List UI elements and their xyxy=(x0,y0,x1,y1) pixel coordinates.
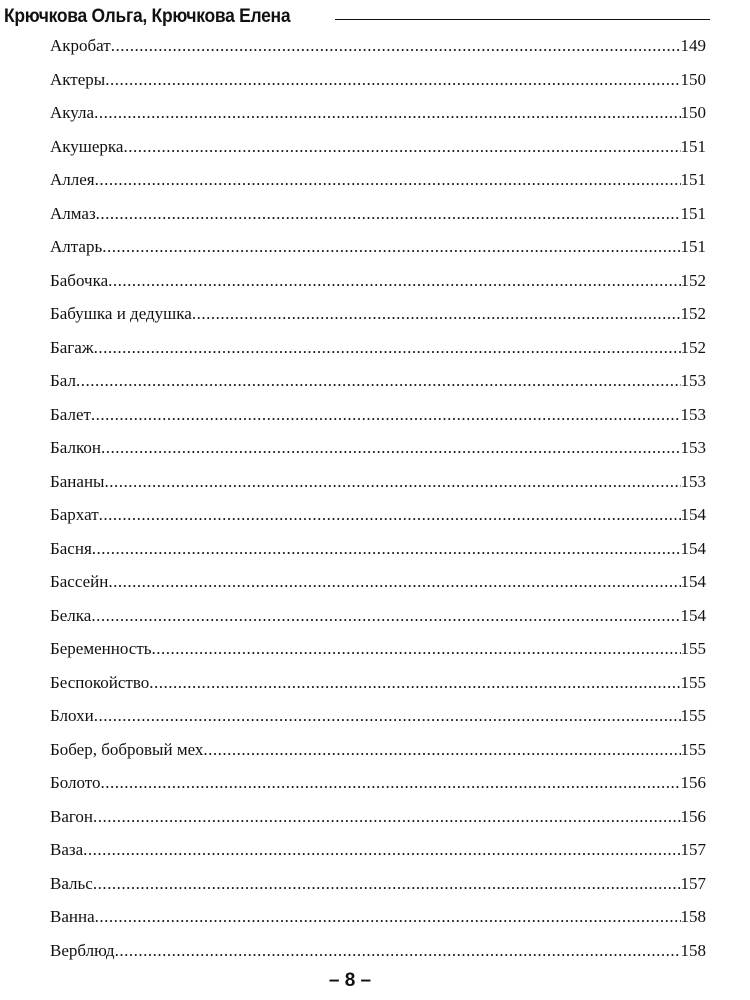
toc-entry-label: Акушерка xyxy=(50,136,124,156)
toc-entry-label: Верблюд xyxy=(50,940,115,960)
toc-entry-label: Бал xyxy=(50,371,76,390)
toc-entry xyxy=(50,197,706,231)
toc-entry-page: 157 xyxy=(680,840,706,859)
toc-entry-label: Ваза xyxy=(50,840,84,859)
toc-dot-leader xyxy=(104,465,680,499)
toc-entry xyxy=(50,733,706,767)
toc-dot-leader xyxy=(91,599,680,633)
toc-entry-page: 151 xyxy=(680,170,706,189)
toc-dot-leader xyxy=(115,934,681,968)
toc-entry-label: Басня xyxy=(50,538,92,558)
toc-entry xyxy=(50,900,706,934)
toc-dot-leader xyxy=(152,632,681,666)
toc-entry xyxy=(50,230,706,264)
toc-dot-leader xyxy=(93,800,680,834)
toc-entry-page: 152 xyxy=(680,337,706,357)
toc-entry xyxy=(50,29,706,63)
toc-entry xyxy=(50,264,706,298)
toc-entry-label: Акробат xyxy=(50,36,111,55)
running-header xyxy=(4,4,710,30)
toc-entry-page: 156 xyxy=(680,773,706,792)
toc-dot-leader xyxy=(101,766,681,800)
toc-dot-leader xyxy=(91,398,681,432)
toc-dot-leader xyxy=(93,867,681,901)
toc-entry xyxy=(50,398,706,432)
toc-entry xyxy=(50,699,706,733)
toc-dot-leader xyxy=(95,900,681,934)
toc-entry-page: 155 xyxy=(680,672,706,692)
toc-entry xyxy=(50,163,706,197)
toc-dot-leader xyxy=(123,130,680,164)
toc-entry xyxy=(50,96,706,130)
toc-entry-page: 153 xyxy=(680,371,706,390)
toc-entry xyxy=(50,431,706,465)
toc-dot-leader xyxy=(192,297,681,331)
toc-entry-label: Бархат xyxy=(50,505,99,524)
toc-entry-page: 155 xyxy=(680,739,706,759)
toc-entry-label: Вальс xyxy=(50,873,93,893)
toc-entry-page: 158 xyxy=(680,907,706,926)
toc-entry-page: 158 xyxy=(680,940,706,960)
toc-entry-page: 151 xyxy=(680,136,706,156)
toc-entry xyxy=(50,364,706,398)
toc-dot-leader xyxy=(108,565,680,599)
table-of-contents xyxy=(50,29,706,967)
toc-dot-leader xyxy=(76,364,681,398)
toc-entry-page: 153 xyxy=(680,471,706,491)
toc-entry-label: Бабушка и дедушка xyxy=(50,304,192,323)
toc-dot-leader xyxy=(92,532,681,566)
toc-entry-label: Вагон xyxy=(50,806,94,826)
toc-entry xyxy=(50,565,706,599)
toc-entry-label: Белка xyxy=(50,605,92,625)
toc-dot-leader xyxy=(101,431,681,465)
toc-entry-page: 156 xyxy=(680,806,706,826)
toc-entry-page: 150 xyxy=(680,103,706,122)
header-rule xyxy=(335,19,710,20)
toc-dot-leader xyxy=(149,666,680,700)
toc-entry xyxy=(50,934,706,968)
page-number: – 8 – xyxy=(328,970,372,991)
toc-entry-page: 150 xyxy=(680,69,706,89)
toc-entry-label: Актеры xyxy=(50,69,106,89)
toc-entry-label: Болото xyxy=(50,773,101,792)
toc-entry xyxy=(50,632,706,666)
toc-entry-label: Бабочка xyxy=(50,270,109,290)
toc-entry-page: 154 xyxy=(680,538,706,558)
toc-entry-label: Блохи xyxy=(50,706,94,725)
toc-entry xyxy=(50,867,706,901)
toc-dot-leader xyxy=(83,833,680,867)
toc-entry-label: Беспокойство xyxy=(50,672,150,692)
toc-entry-page: 154 xyxy=(680,605,706,625)
toc-entry xyxy=(50,498,706,532)
toc-entry-page: 152 xyxy=(680,304,706,323)
toc-entry xyxy=(50,666,706,700)
toc-entry xyxy=(50,599,706,633)
toc-entry-page: 155 xyxy=(680,706,706,725)
toc-entry-label: Аллея xyxy=(50,170,95,189)
toc-entry-page: 149 xyxy=(680,36,706,55)
toc-entry xyxy=(50,297,706,331)
toc-entry-label: Ванна xyxy=(50,907,95,926)
toc-entry-page: 151 xyxy=(680,203,706,223)
toc-entry-label: Багаж xyxy=(50,337,94,357)
toc-entry-label: Акула xyxy=(50,103,95,122)
toc-dot-leader xyxy=(96,197,681,231)
toc-entry-label: Алтарь xyxy=(50,237,103,256)
toc-entry-page: 152 xyxy=(680,270,706,290)
toc-dot-leader xyxy=(203,733,680,767)
toc-dot-leader xyxy=(94,331,681,365)
toc-entry xyxy=(50,532,706,566)
toc-dot-leader xyxy=(94,96,680,130)
toc-entry-page: 154 xyxy=(680,505,706,524)
toc-entry-page: 151 xyxy=(680,237,706,256)
toc-entry xyxy=(50,833,706,867)
toc-entry-label: Бобер, бобровый мех xyxy=(50,739,204,759)
toc-entry xyxy=(50,63,706,97)
toc-entry-page: 153 xyxy=(680,404,706,424)
toc-dot-leader xyxy=(105,63,680,97)
header-authors: Крючкова Ольга, Крючкова Елена xyxy=(4,6,291,27)
toc-entry xyxy=(50,766,706,800)
toc-entry-label: Бассейн xyxy=(50,572,109,591)
toc-entry-label: Беременность xyxy=(50,639,152,658)
toc-entry-page: 154 xyxy=(680,572,706,591)
toc-dot-leader xyxy=(108,264,680,298)
toc-dot-leader xyxy=(95,163,681,197)
toc-entry-page: 153 xyxy=(680,438,706,457)
toc-entry-page: 155 xyxy=(680,639,706,658)
toc-entry-label: Бананы xyxy=(50,471,105,491)
toc-entry xyxy=(50,800,706,834)
toc-entry xyxy=(50,465,706,499)
toc-entry xyxy=(50,331,706,365)
toc-dot-leader xyxy=(102,230,680,264)
toc-dot-leader xyxy=(99,498,681,532)
toc-dot-leader xyxy=(94,699,681,733)
toc-entry-label: Алмаз xyxy=(50,203,96,223)
toc-entry-label: Балкон xyxy=(50,438,101,457)
toc-dot-leader xyxy=(111,29,681,63)
toc-entry-label: Балет xyxy=(50,404,91,424)
toc-entry xyxy=(50,130,706,164)
toc-entry-page: 157 xyxy=(680,873,706,893)
